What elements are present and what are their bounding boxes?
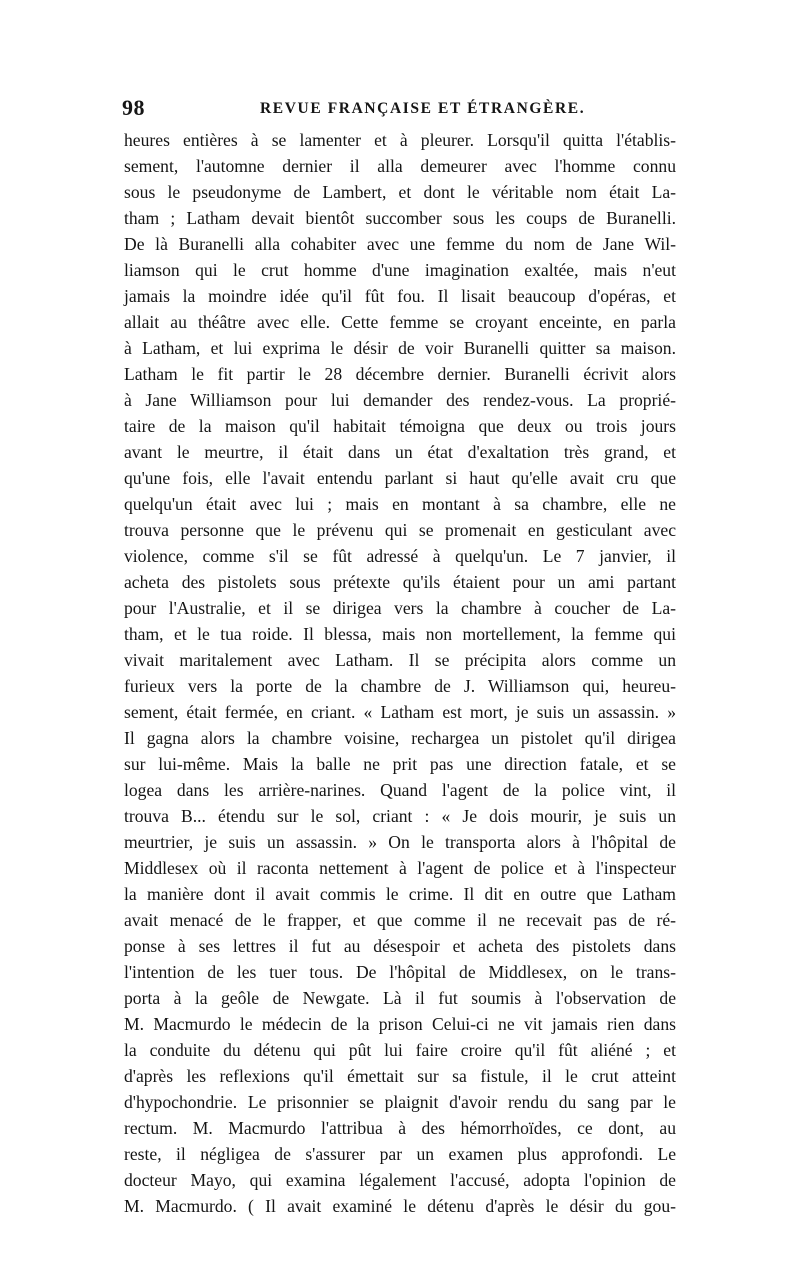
text-line: logea dans les arrière-narines. Quand l'agent de la police vint, il [124,780,676,800]
text-line: tham ; Latham devait bientôt succomber sous les coups de Buranelli. [124,208,676,228]
text-line: la manière dont il avait commis le crime. Il dit en outre que Latham [124,884,676,904]
text-line: M. Macmurdo le médecin de la prison Celui-ci ne vit jamais rien dans [124,1014,676,1034]
text-line: avant le meurtre, il était dans un état d'exaltation très grand, et [124,442,676,462]
text-line: De là Buranelli alla cohabiter avec une femme du nom de Jane Wil- [124,234,676,254]
text-line: heures entières à se lamenter et à pleurer. Lorsqu'il quitta l'établis- [124,130,676,150]
page-number: 98 [122,95,145,120]
text-line: quelqu'un était avec lui ; mais en montant à sa chambre, elle ne [124,494,676,514]
text-line: qu'une fois, elle l'avait entendu parlant si haut qu'elle avait cru que [124,468,676,488]
text-line: tham, et le tua roide. Il blessa, mais non mortellement, la femme qui [124,624,676,644]
text-line: trouva personne que le prévenu qui se promenait en gesticulant avec [124,520,676,540]
page-header [122,95,677,125]
text-line: d'hypochondrie. Le prisonnier se plaignit d'avoir rendu du sang par le [124,1092,676,1112]
text-line: pour l'Australie, et il se dirigea vers la chambre à coucher de La- [124,598,676,618]
text-line: liamson qui le crut homme d'une imagination exaltée, mais n'eut [124,260,676,280]
text-line: taire de la maison qu'il habitait témoigna que deux ou trois jours [124,416,676,436]
text-line: à Jane Williamson pour lui demander des rendez-vous. La proprié- [124,390,676,410]
text-line: meurtrier, je suis un assassin. » On le transporta alors à l'hôpital de [124,832,676,852]
text-line: Latham le fit partir le 28 décembre dernier. Buranelli écrivit alors [124,364,676,384]
text-line: trouva B... étendu sur le sol, criant : « Je dois mourir, je suis un [124,806,676,826]
text-line: sement, l'automne dernier il alla demeurer avec l'homme connu [124,156,676,176]
text-line: violence, comme s'il se fût adressé à quelqu'un. Le 7 janvier, il [124,546,676,566]
text-line: docteur Mayo, qui examina légalement l'accusé, adopta l'opinion de [124,1170,676,1190]
running-head: REVUE FRANÇAISE ET ÉTRANGÈRE. [260,100,586,117]
text-line: acheta des pistolets sous prétexte qu'ils étaient pour un ami partant [124,572,676,592]
text-line: porta à la geôle de Newgate. Là il fut soumis à l'observation de [124,988,676,1008]
text-line: rectum. M. Macmurdo l'attribua à des hémorrhoïdes, ce dont, au [124,1118,676,1138]
text-line: d'après les reflexions qu'il émettait sur sa fistule, il le crut atteint [124,1066,676,1086]
text-line: Il gagna alors la chambre voisine, rechargea un pistolet qu'il dirigea [124,728,676,748]
text-line: allait au théâtre avec elle. Cette femme se croyant enceinte, en parla [124,312,676,332]
text-line: reste, il négligea de s'assurer par un examen plus approfondi. Le [124,1144,676,1164]
text-line: la conduite du détenu qui pût lui faire croire qu'il fût aliéné ; et [124,1040,676,1060]
text-line: sement, était fermée, en criant. « Latham est mort, je suis un assassin. » [124,702,676,722]
text-line: furieux vers la porte de la chambre de J. Williamson qui, heureu- [124,676,676,696]
text-line: avait menacé de le frapper, et que comme il ne recevait pas de ré- [124,910,676,930]
text-line: vivait maritalement avec Latham. Il se précipita alors comme un [124,650,676,670]
text-line: à Latham, et lui exprima le désir de voir Buranelli quitter sa maison. [124,338,676,358]
text-line: jamais la moindre idée qu'il fût fou. Il lisait beaucoup d'opéras, et [124,286,676,306]
text-line: sous le pseudonyme de Lambert, et dont le véritable nom était La- [124,182,676,202]
text-line: l'intention de les tuer tous. De l'hôpital de Middlesex, on le trans- [124,962,676,982]
text-line: Middlesex où il raconta nettement à l'agent de police et à l'inspecteur [124,858,676,878]
text-line: M. Macmurdo. ( Il avait examiné le détenu d'après le désir du gou- [124,1196,676,1216]
text-line: ponse à ses lettres il fut au désespoir et acheta des pistolets dans [124,936,676,956]
text-line: sur lui-même. Mais la balle ne prit pas une direction fatale, et se [124,754,676,774]
